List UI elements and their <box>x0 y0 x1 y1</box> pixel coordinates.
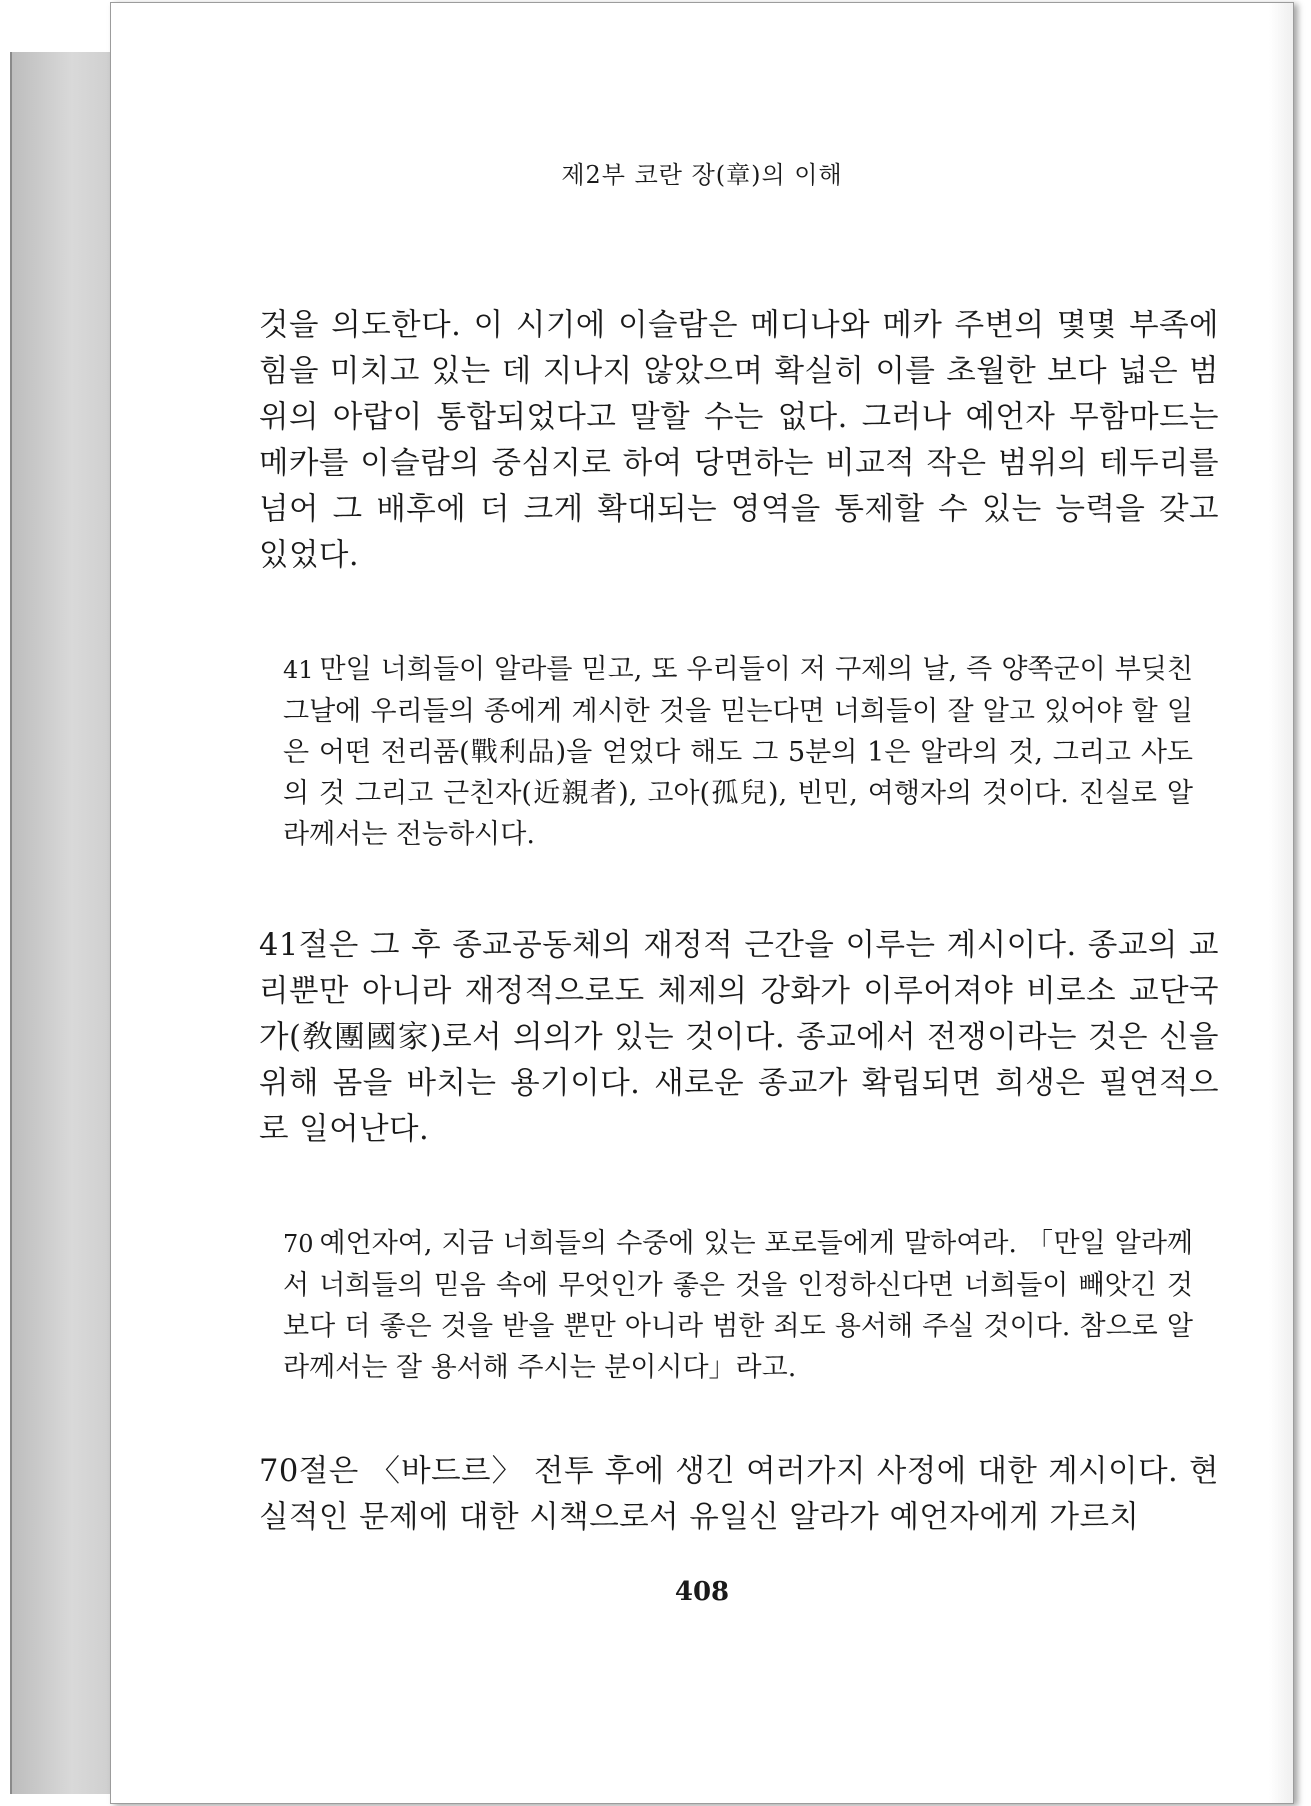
paragraph-intro <box>259 303 1219 579</box>
book-page <box>110 2 1294 1804</box>
verse-body: 예언자여, 지금 너희들의 수중에 있는 포로들에게 말하여라. 「만일 알라께서 너희들의 믿음 속에 무엇인가 좋은 것을 인정하신다면 너희들이 빼앗긴 것보다 더 좋은 것을 받을 뿐만 아니라 범한 죄도 용서해 주실 것이다. 참으로 알라께서는 잘 용서해 주시는 분이시다」라고. <box>283 1228 1193 1383</box>
verse-41 <box>283 649 1193 855</box>
verse-number: 41 <box>283 656 314 684</box>
running-head: 제2부 코란 장(章)의 이해 <box>561 161 843 189</box>
book-spine <box>10 52 112 1794</box>
verse-text <box>283 1223 1193 1388</box>
page-number: 408 <box>674 1577 730 1607</box>
page-edge <box>1269 3 1293 1803</box>
verse-70 <box>283 1223 1193 1388</box>
verse-number: 70 <box>283 1230 314 1258</box>
verse-body: 만일 너희들이 알라를 믿고, 또 우리들이 저 구제의 날, 즉 양쪽군이 부딪친 그날에 우리들의 종에게 계시한 것을 믿는다면 너희들이 잘 알고 있어야 할 일은 어떤 전리품(戰利品)을 얻었다 해도 그 5분의 1은 알라의 것, 그리고 사도의 것 그리고 근친자(近親者), 고아(孤兒), 빈민, 여행자의 것이다. 진실로 알라께서는 전능하시다. <box>283 654 1193 850</box>
verse-text <box>283 649 1193 855</box>
paragraph-commentary-41 <box>259 923 1219 1153</box>
paragraph-text: 41절은 그 후 종교공동체의 재정적 근간을 이루는 계시이다. 종교의 교리뿐만 아니라 재정적으로도 체제의 강화가 이루어져야 비로소 교단국가(敎團國家)로서 의의가 있는 것이다. 종교에서 전쟁이라는 것은 신을 위해 몸을 바치는 용기이다. 새로운 종교가 확립되면 희생은 필연적으로 일어난다. <box>259 928 1219 1147</box>
paragraph-text: 것을 의도한다. 이 시기에 이슬람은 메디나와 메카 주변의 몇몇 부족에 힘을 미치고 있는 데 지나지 않았으며 확실히 이를 초월한 보다 넓은 범위의 아랍이 통합되었다고 말할 수는 없다. 그러나 예언자 무함마드는 메카를 이슬람의 중심지로 하여 당면하는 비교적 작은 범위의 테두리를 넘어 그 배후에 더 크게 확대되는 영역을 통제할 수 있는 능력을 갖고 있었다. <box>259 308 1219 573</box>
paragraph-commentary-70 <box>259 1449 1219 1541</box>
paragraph-text: 70절은 〈바드르〉 전투 후에 생긴 여러가지 사정에 대한 계시이다. 현실적인 문제에 대한 시책으로서 유일신 알라가 예언자에게 가르치 <box>259 1454 1219 1535</box>
